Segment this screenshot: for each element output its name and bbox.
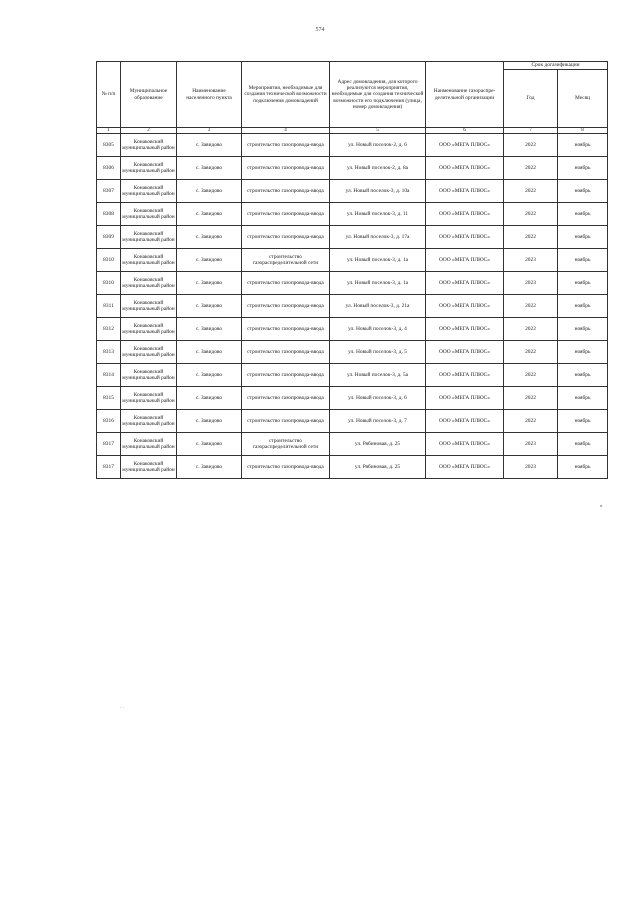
cell-measure: строительство газопровода-ввода — [242, 341, 330, 364]
column-number: 5 — [330, 128, 426, 134]
column-number: 8 — [558, 128, 608, 134]
cell-municipality: Конаковский муниципальный район — [121, 226, 177, 249]
header-organization: Наименование газораспре-делительной организации — [426, 62, 504, 128]
cell-address: ул. Новый поселок-3, д. 7 — [330, 410, 426, 433]
header-address: Адрес домовладения, для которого реализуются мероприятия, необходимые для создания технической возможности его подключения (улица, номер домовладения) — [330, 62, 426, 128]
cell-address: ул. Новый поселок-3, д. 4 — [330, 318, 426, 341]
table-row — [97, 364, 608, 387]
cell-year: 2022 — [504, 295, 558, 318]
cell-number: 8317 — [97, 456, 121, 479]
cell-year: 2022 — [504, 364, 558, 387]
cell-month: ноябрь — [558, 410, 608, 433]
gasification-table — [96, 61, 608, 479]
cell-address: ул. Рябиновая, д. 25 — [330, 456, 426, 479]
cell-year: 2022 — [504, 387, 558, 410]
cell-measure: строительство газопровода-ввода — [242, 456, 330, 479]
cell-settlement: с. Завидово — [177, 180, 242, 203]
cell-municipality: Конаковский муниципальный район — [121, 203, 177, 226]
header-month: Месяц — [558, 70, 608, 128]
table-row — [97, 134, 608, 157]
cell-organization: ООО «МЕГА ПЛЮС» — [426, 295, 504, 318]
cell-municipality: Конаковский муниципальный район — [121, 410, 177, 433]
cell-month: ноябрь — [558, 157, 608, 180]
cell-year: 2023 — [504, 433, 558, 456]
table-row — [97, 456, 608, 479]
cell-month: ноябрь — [558, 364, 608, 387]
cell-number: 8312 — [97, 318, 121, 341]
cell-month: ноябрь — [558, 387, 608, 410]
cell-measure: строительство газопровода-ввода — [242, 295, 330, 318]
cell-month: ноябрь — [558, 456, 608, 479]
cell-year: 2022 — [504, 134, 558, 157]
cell-measure: строительство газопровода-ввода — [242, 157, 330, 180]
cell-municipality: Конаковский муниципальный район — [121, 249, 177, 272]
cell-number: 8310 — [97, 272, 121, 295]
cell-year: 2022 — [504, 410, 558, 433]
cell-measure: строительство газопровода-ввода — [242, 272, 330, 295]
cell-year: 2022 — [504, 203, 558, 226]
cell-settlement: с. Завидово — [177, 318, 242, 341]
cell-settlement: с. Завидово — [177, 295, 242, 318]
stray-mark: . . — [120, 705, 124, 710]
cell-month: ноябрь — [558, 180, 608, 203]
cell-municipality: Конаковский муниципальный район — [121, 387, 177, 410]
cell-year: 2023 — [504, 456, 558, 479]
cell-organization: ООО «МЕГА ПЛЮС» — [426, 433, 504, 456]
cell-number: 8317 — [97, 433, 121, 456]
header-term: Срок догазификации — [504, 62, 608, 70]
cell-organization: ООО «МЕГА ПЛЮС» — [426, 410, 504, 433]
cell-settlement: с. Завидово — [177, 387, 242, 410]
cell-address: ул. Новый поселок-3, д. 5 — [330, 341, 426, 364]
table-row — [97, 203, 608, 226]
table-row — [97, 387, 608, 410]
cell-measure: строительство газопровода-ввода — [242, 364, 330, 387]
cell-number: 8308 — [97, 203, 121, 226]
cell-year: 2022 — [504, 341, 558, 364]
cell-number: 8309 — [97, 226, 121, 249]
table-row — [97, 410, 608, 433]
column-number: 6 — [426, 128, 504, 134]
cell-number: 8315 — [97, 387, 121, 410]
cell-month: ноябрь — [558, 249, 608, 272]
cell-month: ноябрь — [558, 226, 608, 249]
cell-organization: ООО «МЕГА ПЛЮС» — [426, 364, 504, 387]
cell-month: ноябрь — [558, 203, 608, 226]
cell-month: ноябрь — [558, 272, 608, 295]
cell-address: ул. Новый поселок-3, д. 11 — [330, 203, 426, 226]
trailing-mark: » — [600, 504, 603, 509]
cell-number: 8313 — [97, 341, 121, 364]
cell-address: ул. Новый поселок-3, д. 1а — [330, 272, 426, 295]
cell-number: 8310 — [97, 249, 121, 272]
cell-municipality: Конаковский муниципальный район — [121, 456, 177, 479]
cell-settlement: с. Завидово — [177, 157, 242, 180]
cell-address: ул. Новый поселок-3, д. 10а — [330, 180, 426, 203]
cell-organization: ООО «МЕГА ПЛЮС» — [426, 341, 504, 364]
cell-settlement: с. Завидово — [177, 272, 242, 295]
table-body — [97, 134, 608, 479]
cell-measure: строительство газопровода-ввода — [242, 387, 330, 410]
cell-settlement: с. Завидово — [177, 433, 242, 456]
column-number: 3 — [177, 128, 242, 134]
cell-address: ул. Новый поселок-3, д. 21а — [330, 295, 426, 318]
cell-year: 2022 — [504, 318, 558, 341]
cell-municipality: Конаковский муниципальный район — [121, 364, 177, 387]
table-row — [97, 157, 608, 180]
page-number: 574 — [315, 27, 325, 33]
header-measures: Мероприятия, необходимые для создания технической возможности подключения домовладений — [242, 62, 330, 128]
cell-month: ноябрь — [558, 318, 608, 341]
cell-month: ноябрь — [558, 295, 608, 318]
cell-settlement: с. Завидово — [177, 456, 242, 479]
cell-organization: ООО «МЕГА ПЛЮС» — [426, 456, 504, 479]
table-row — [97, 226, 608, 249]
column-number: 1 — [97, 128, 121, 134]
table-row — [97, 295, 608, 318]
cell-measure: строительство газопровода-ввода — [242, 180, 330, 203]
cell-settlement: с. Завидово — [177, 226, 242, 249]
cell-measure: строительство газопровода-ввода — [242, 203, 330, 226]
cell-year: 2022 — [504, 157, 558, 180]
table-row — [97, 249, 608, 272]
cell-organization: ООО «МЕГА ПЛЮС» — [426, 272, 504, 295]
cell-settlement: с. Завидово — [177, 410, 242, 433]
cell-measure: строительство газораспределительной сети — [242, 249, 330, 272]
header-year: Год — [504, 70, 558, 128]
cell-municipality: Конаковский муниципальный район — [121, 433, 177, 456]
cell-month: ноябрь — [558, 433, 608, 456]
cell-measure: строительство газопровода-ввода — [242, 410, 330, 433]
table-row — [97, 433, 608, 456]
cell-settlement: с. Завидово — [177, 203, 242, 226]
cell-address: ул. Новый поселок-3, д. 5а — [330, 364, 426, 387]
cell-year: 2023 — [504, 272, 558, 295]
cell-number: 8306 — [97, 157, 121, 180]
cell-organization: ООО «МЕГА ПЛЮС» — [426, 157, 504, 180]
cell-organization: ООО «МЕГА ПЛЮС» — [426, 387, 504, 410]
cell-address: ул. Новый поселок-3, д. 1а — [330, 249, 426, 272]
cell-municipality: Конаковский муниципальный район — [121, 295, 177, 318]
cell-number: 8314 — [97, 364, 121, 387]
cell-year: 2022 — [504, 180, 558, 203]
cell-settlement: с. Завидово — [177, 364, 242, 387]
cell-month: ноябрь — [558, 134, 608, 157]
cell-measure: строительство газораспределительной сети — [242, 433, 330, 456]
cell-municipality: Конаковский муниципальный район — [121, 180, 177, 203]
column-number: 2 — [121, 128, 177, 134]
cell-year: 2023 — [504, 249, 558, 272]
cell-organization: ООО «МЕГА ПЛЮС» — [426, 318, 504, 341]
column-number: 4 — [242, 128, 330, 134]
cell-settlement: с. Завидово — [177, 341, 242, 364]
header-settlement: Наименование населенного пункта — [177, 62, 242, 128]
cell-year: 2022 — [504, 226, 558, 249]
cell-address: ул. Новый поселок-2, д. 8а — [330, 157, 426, 180]
cell-address: ул. Новый поселок-2, д. 6 — [330, 134, 426, 157]
cell-number: 8316 — [97, 410, 121, 433]
cell-number: 8305 — [97, 134, 121, 157]
cell-organization: ООО «МЕГА ПЛЮС» — [426, 203, 504, 226]
cell-organization: ООО «МЕГА ПЛЮС» — [426, 249, 504, 272]
table-row — [97, 341, 608, 364]
cell-number: 8307 — [97, 180, 121, 203]
cell-organization: ООО «МЕГА ПЛЮС» — [426, 226, 504, 249]
table-row — [97, 180, 608, 203]
cell-municipality: Конаковский муниципальный район — [121, 157, 177, 180]
cell-settlement: с. Завидово — [177, 249, 242, 272]
table-row — [97, 318, 608, 341]
cell-municipality: Конаковский муниципальный район — [121, 272, 177, 295]
header-municipality: Муниципальное образование — [121, 62, 177, 128]
cell-month: ноябрь — [558, 341, 608, 364]
cell-number: 8311 — [97, 295, 121, 318]
cell-organization: ООО «МЕГА ПЛЮС» — [426, 134, 504, 157]
cell-settlement: с. Завидово — [177, 134, 242, 157]
cell-measure: строительство газопровода-ввода — [242, 318, 330, 341]
cell-address: ул. Новый поселок-3, д. 17а — [330, 226, 426, 249]
table-row — [97, 272, 608, 295]
header-number: № п/п — [97, 62, 121, 128]
cell-municipality: Конаковский муниципальный район — [121, 134, 177, 157]
cell-municipality: Конаковский муниципальный район — [121, 318, 177, 341]
cell-organization: ООО «МЕГА ПЛЮС» — [426, 180, 504, 203]
cell-measure: строительство газопровода-ввода — [242, 134, 330, 157]
column-number: 7 — [504, 128, 558, 134]
cell-measure: строительство газопровода-ввода — [242, 226, 330, 249]
cell-address: ул. Новый поселок-3, д. 6 — [330, 387, 426, 410]
cell-municipality: Конаковский муниципальный район — [121, 341, 177, 364]
cell-address: ул. Рябиновая, д. 25 — [330, 433, 426, 456]
